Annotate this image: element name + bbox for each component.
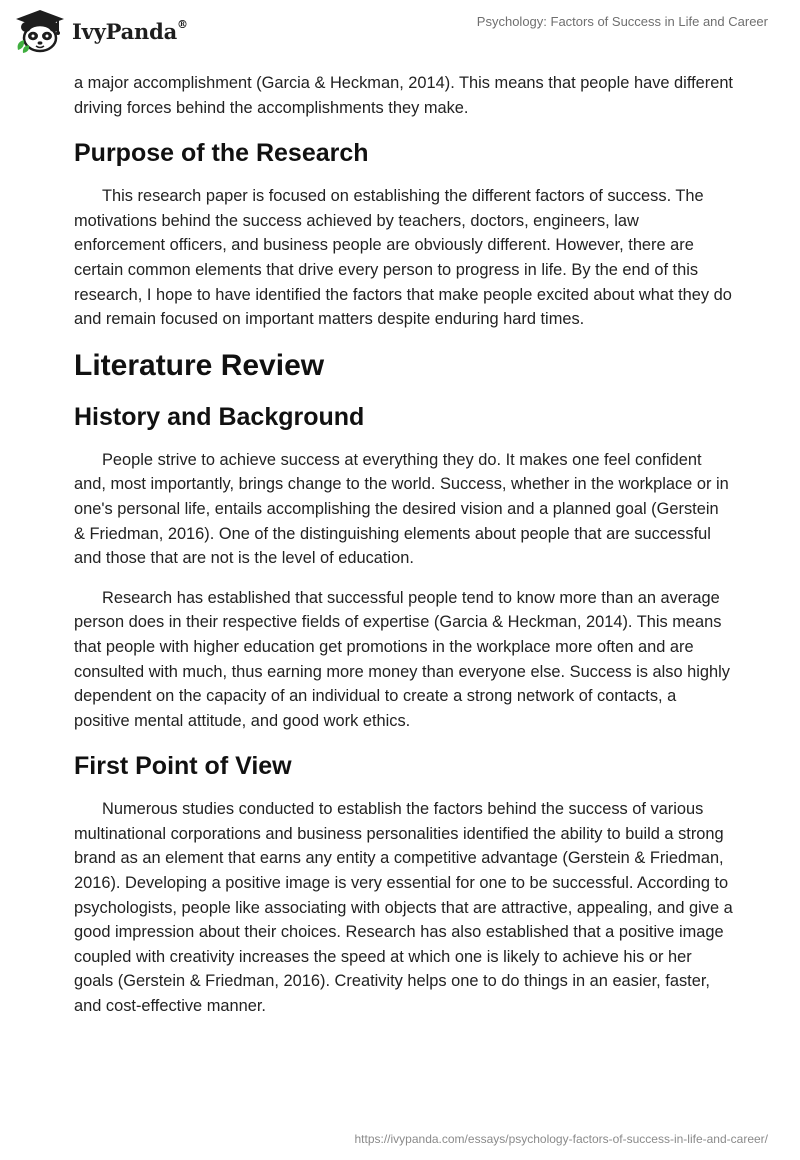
intro-paragraph: a major accomplishment (Garcia & Heckman, 2014). This means that people have different driving forces behind the accomplishments they make. [74,74,733,117]
panda-graduate-icon [14,8,66,54]
heading-purpose: Purpose of the Research [74,139,369,168]
page-header [0,0,800,62]
first-point-paragraph: Numerous studies conducted to establish the factors behind the success of various multinational corporations and business personalities identified the ability to build a strong brand as an element that earns any entity a competitive advantage (Gerstein & Friedman, 2016). Developing a positive image is very essential for one to be successful. According to psychologists, people like associating with objects that are attractive, appealing, and give a good impression about their choices. Research has also established that a positive image coupled with creativity increases the speed at which one is likely to achieve his or her goals (Gerstein & Friedman, 2016). Creativity helps one to do things in an easier, faster, and cost-effective manner. [74,800,733,1016]
history-paragraph-2: Research has established that successful people tend to know more than an average person does in their respective fields of expertise (Garcia & Heckman, 2014). This means that people with higher education get promotions in the workplace more often and are consulted with much, thus earning more money than everyone else. Success is also highly dependent on the capacity of an individual to create a strong network of contacts, a positive mental attitude, and good work ethics. [74,588,730,730]
heading-history: History and Background [74,402,365,431]
purpose-paragraph: This research paper is focused on establishing the different factors of success. The motivations behind the success achieved by teachers, doctors, engineers, law enforcement officers, and business people are obviously different. However, there are certain common elements that drive every person to progress in life. By the end of this research, I hope to have identified the factors that make people excited about what they do and remain focused on important matters despite enduring hard times. [74,187,732,329]
essay-content [74,71,734,1034]
brand-name: IvyPanda® [72,17,188,44]
history-paragraph-1: People strive to achieve success at everything they do. It makes one feel confident and, most importantly, brings change to the world. Success, whether in the workplace or in one's personal life, entails accomplishing the desired vision and a planned goal (Gerstein & Friedman, 2016). One of the distinguishing elements about people that are successful and those that are not is the level of education. [74,450,729,568]
heading-literature-review: Literature Review [74,348,325,382]
source-url[interactable]: https://ivypanda.com/essays/psychology-factors-of-success-in-life-and-career/ [354,1132,768,1146]
heading-first-point: First Point of View [74,752,292,781]
ivypanda-logo[interactable] [14,8,188,54]
running-title: Psychology: Factors of Success in Life and Career [476,14,768,29]
